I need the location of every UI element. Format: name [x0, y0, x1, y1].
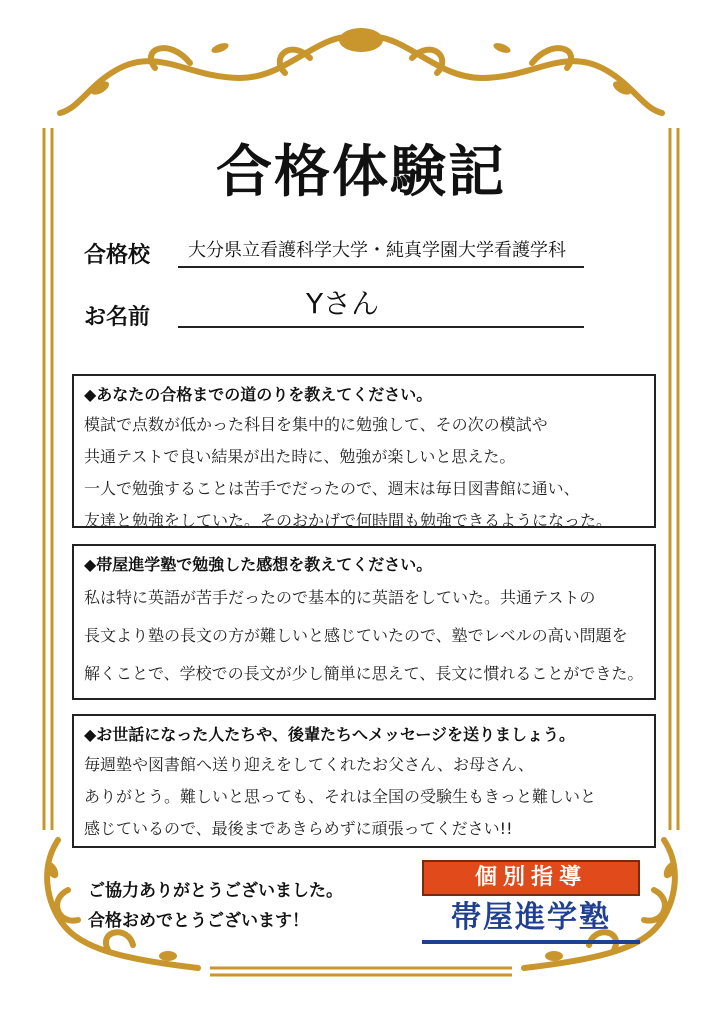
section-heading: ◆帯屋進学塾で勉強した感想を教えてください。 [84, 555, 433, 574]
name-value: Yさん [306, 287, 380, 320]
congrats-line: 合格おめでとうございます！ [88, 911, 309, 931]
school-label: 合格校 [84, 242, 151, 268]
answer-line: 感じているので、最後まであきらめずに頑張ってください!! [84, 819, 513, 838]
answer-line: 共通テストで良い結果が出た時に、勉強が楽しいと思えた。 [84, 447, 516, 466]
answer-line: 一人で勉強することは苦手でだったので、週末は毎日図書館に通い、 [84, 479, 580, 498]
answer-line: 毎週塾や図書館へ送り迎えをしてくれたお父さん、お母さん、 [84, 755, 534, 774]
answer-line: ありがとう。難しいと思っても、それは全国の受験生もきっと難しいと [84, 787, 597, 806]
answer-line: 私は特に英語が苦手だったので基本的に英語をしていた。共通テストの [84, 588, 596, 607]
school-value: 大分県立看護科学大学・純真学園大学看護学科 [188, 240, 566, 261]
school-badge [422, 860, 640, 944]
answer-line: 解くことで、学校での長文が少し簡単に思えて、長文に慣れることができた。 [84, 664, 644, 683]
thanks-line: ご協力ありがとうございました。 [88, 881, 343, 901]
section-journey [72, 374, 656, 528]
section-heading: ◆あなたの合格までの道のりを教えてください。 [84, 385, 433, 404]
section-impressions [72, 544, 656, 700]
name-underline [178, 326, 584, 328]
school-underline [178, 266, 584, 268]
section-message [72, 714, 656, 848]
page-title: 合格体験記 [216, 139, 506, 205]
section-heading: ◆お世話になった人たちや、後輩たちへメッセージを送りましょう。 [84, 725, 576, 744]
answer-line: 長文より塾の長文の方が難しいと感じていたので、塾でレベルの高い問題を [84, 626, 628, 645]
thanks-message [88, 876, 343, 936]
answer-line: 友達と勉強をしていた。そのおかげで何時間も勉強できるようになった。 [84, 511, 613, 530]
badge-school-name: 帯屋進学塾 [422, 896, 640, 944]
badge-top-label: 個別指導 [422, 860, 640, 896]
answer-line: 模試で点数が低かった科目を集中的に勉強して、その次の模試や [84, 415, 548, 434]
name-label: お名前 [84, 304, 151, 330]
